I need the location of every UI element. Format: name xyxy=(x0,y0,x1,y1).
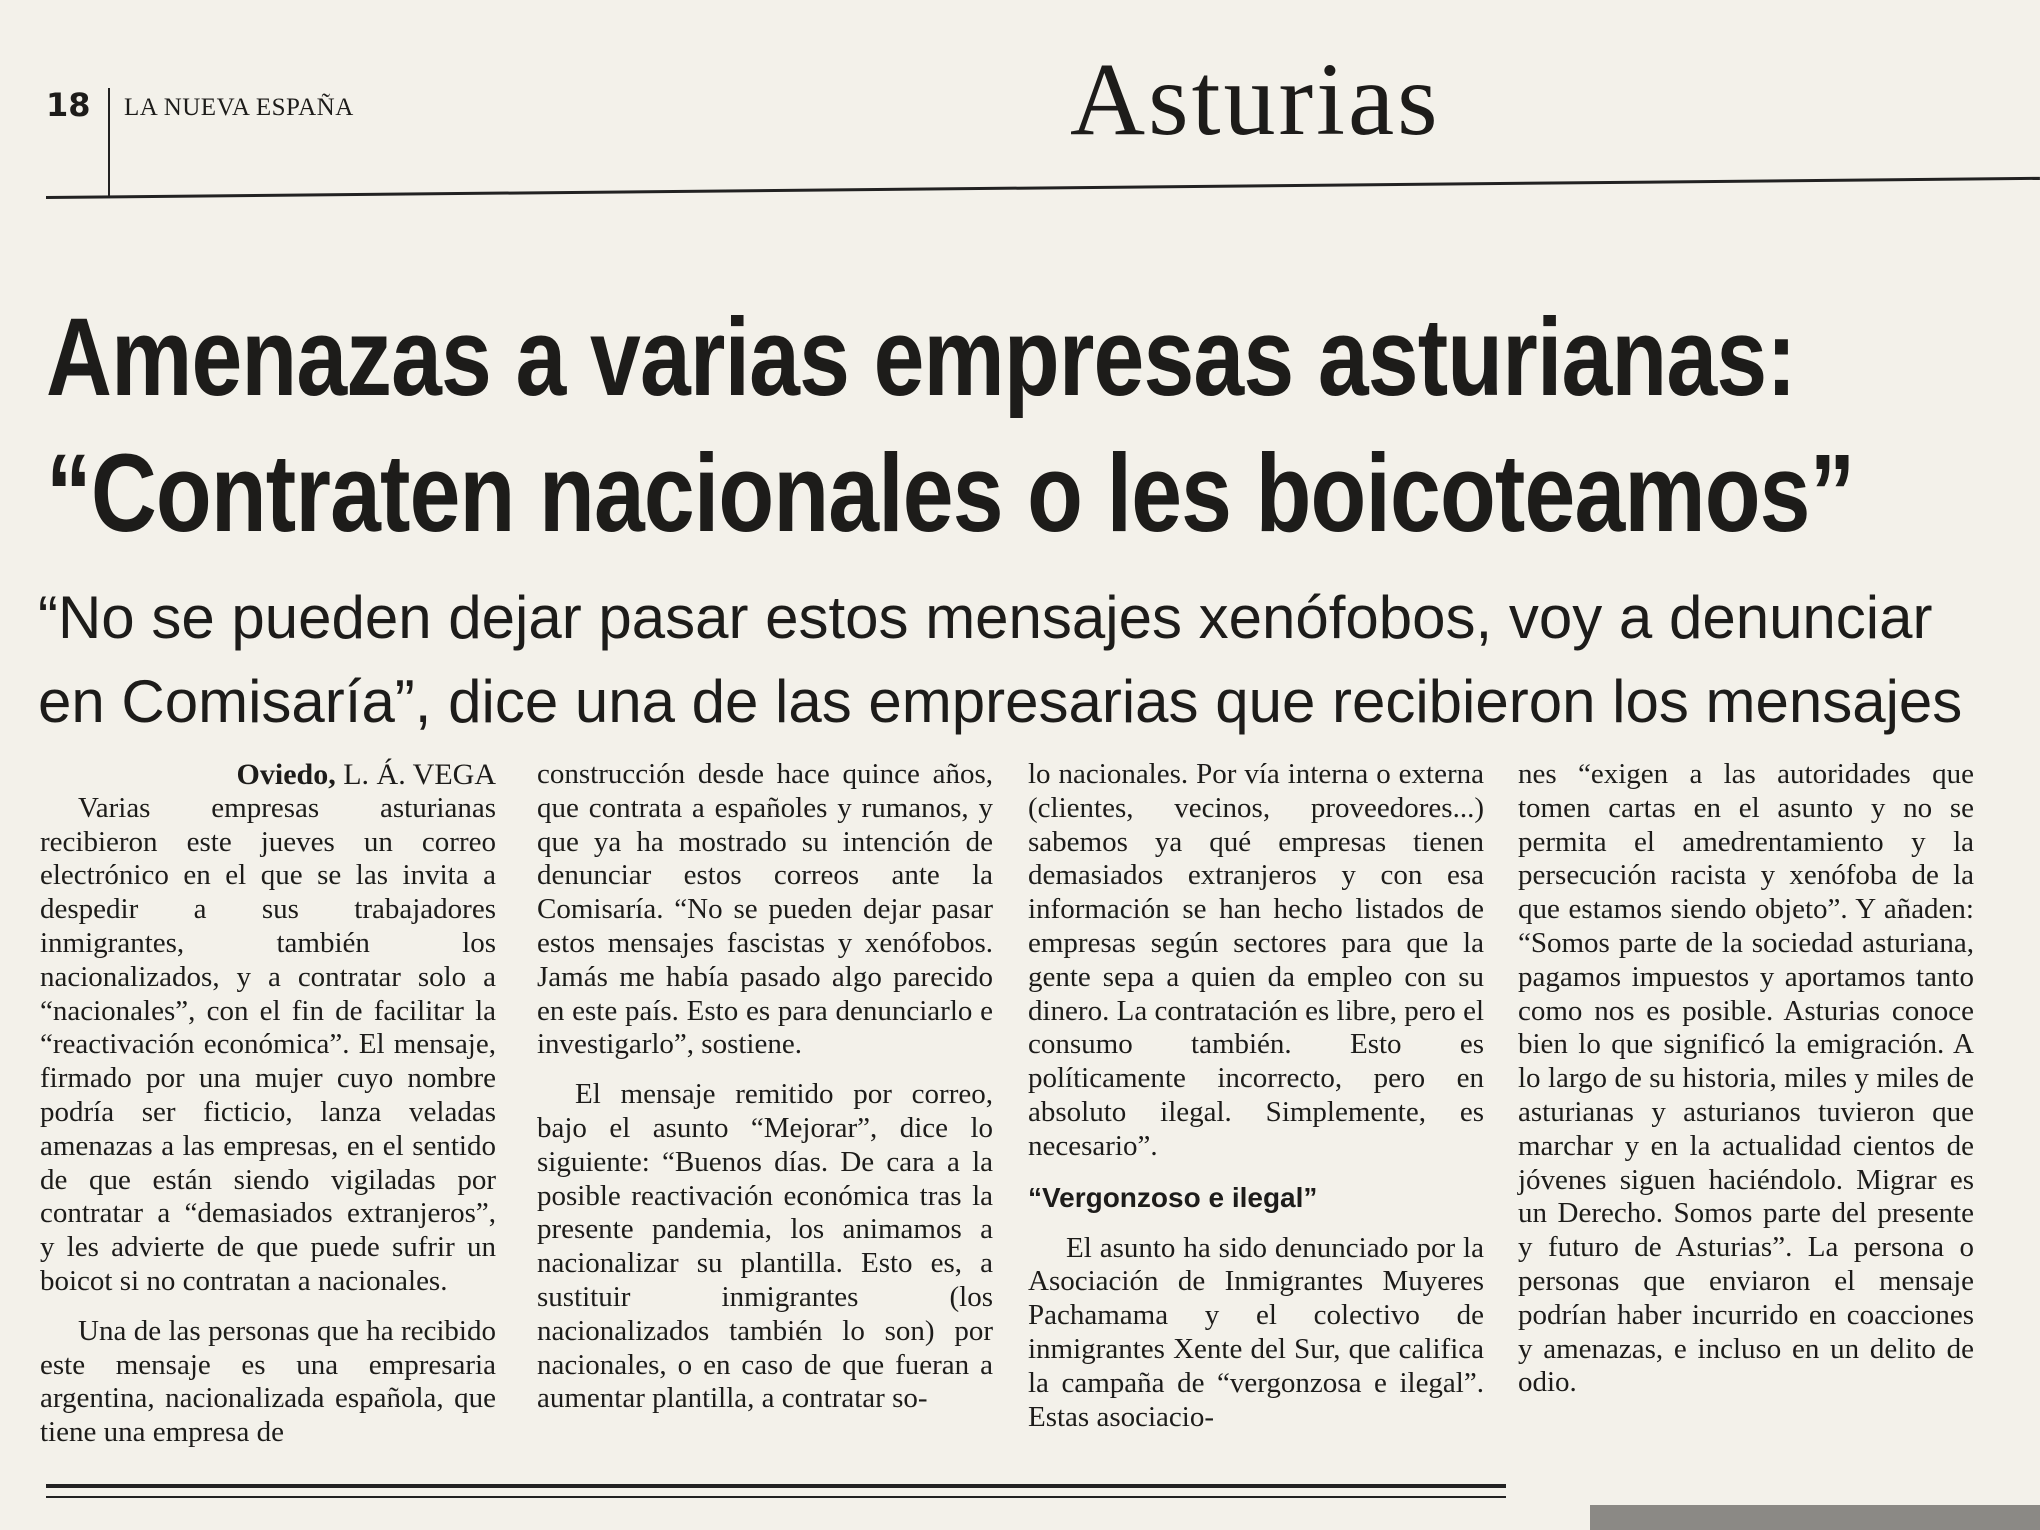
crosshead: “Vergonzoso e ilegal” xyxy=(1028,1181,1318,1213)
article-column-4 xyxy=(1518,758,1974,1400)
header-rule xyxy=(46,177,2040,199)
article-paragraph: Una de las personas que ha recibido este mensaje es una empresaria argentina, nacionalizada española, que tiene una empresa de xyxy=(40,1314,496,1449)
header-divider xyxy=(108,88,110,198)
article-paragraph: El mensaje remitido por correo, bajo el asunto “Mejorar”, dice lo siguiente: “Buenos días. De cara a la posible reactivación económica tras la presente pandemia, los animamos a nacionalizar su plantilla. Esto es, a sustituir inmigrantes (los nacionalizados también lo son) por nacionales, o en caso de que fueran a aumentar plantilla, a contratar so- xyxy=(537,1078,993,1415)
section-title: Asturias xyxy=(1070,42,1441,157)
bottom-rule xyxy=(46,1496,1506,1498)
article-paragraph: El asunto ha sido denunciado por la Asociación de Inmigrantes Muyeres Pachamama y el colectivo de inmigrantes Xente del Sur, que califica la campaña de “vergonzosa e ilegal”. Estas asociacio- xyxy=(1028,1231,1484,1433)
headline xyxy=(46,290,1855,562)
headline-line-1: Amenazas a varias empresas asturianas: xyxy=(46,296,1796,419)
byline-place: Oviedo, xyxy=(236,758,336,791)
subheadline-line-2: en Comisaría”, dice una de las empresarias que recibieron los mensajes xyxy=(38,668,1963,735)
adjacent-photo-edge xyxy=(1590,1505,2040,1530)
article-column-2 xyxy=(537,758,993,1416)
article-paragraph: Varias empresas asturianas recibieron este jueves un correo electrónico en el que se las invita a despedir a sus trabajadores inmigrantes, también los nacionalizados, y a contratar solo a “nacionales”, con el fin de facilitar la “reactivación económica”. El mensaje, firmado por una mujer cuyo nombre podría ser ficticio, lanza veladas amenazas a las empresas, en el sentido de que están siendo vigiladas por contratar a “demasiados extranjeros”, y les advierte de que puede sufrir un boicot si no contratan a nacionales. xyxy=(40,791,496,1297)
article-paragraph: lo nacionales. Por vía interna o externa (clientes, vecinos, proveedores...) sabemos ya qué empresas tienen demasiados extranjeros y con esa información se han hecho listados de empresas según sectores para que la gente sepa a quien da empleo con su dinero. La contratación es libre, pero el consumo también. Esto es políticamente incorrecto, pero en absoluto ilegal. Simplemente, es necesario”. xyxy=(1028,758,1484,1162)
article-column-3 xyxy=(1028,758,1484,1434)
byline-author: L. Á. VEGA xyxy=(343,758,496,791)
article-paragraph: construcción desde hace quince años, que contrata a españoles y rumanos, y que ya ha mostrado su intención de denunciar estos correos ante la Comisaría. “No se pueden dejar pasar estos mensajes fascistas y xenófobos. Jamás me había pasado algo parecido en este país. Esto es para denunciarlo e investigarlo”, sostiene. xyxy=(537,758,993,1061)
subheadline xyxy=(38,576,2018,744)
page-number: 18 xyxy=(46,86,91,124)
article-paragraph: nes “exigen a las autoridades que tomen cartas en el asunto y no se permita el amedrentamiento y la persecución racista y xenófoba de la que estamos siendo objeto”. Y añaden: “Somos parte de la sociedad asturiana, pagamos impuestos y aportamos tanto como nos es posible. Asturias conoce bien lo que significó la emigración. A lo largo de su historia, miles y miles de asturianas y asturianos tuvieron que marchar y en la actualidad cientos de jóvenes siguen haciéndolo. Migrar es un Derecho. Somos parte del presente y futuro de Asturias”. La persona o personas que enviaron el mensaje podrían haber incurrido en coacciones y amenazas, e incluso en un delito de odio. xyxy=(1518,758,1974,1399)
byline xyxy=(40,758,496,792)
subheadline-line-1: “No se pueden dejar pasar estos mensajes xenófobos, voy a denunciar xyxy=(38,584,1933,651)
bottom-rule xyxy=(46,1484,1506,1488)
headline-line-2: “Contraten nacionales o les boicoteamos” xyxy=(46,432,1855,555)
article-column-1 xyxy=(40,758,496,1450)
newspaper-name: LA NUEVA ESPAÑA xyxy=(124,94,354,121)
